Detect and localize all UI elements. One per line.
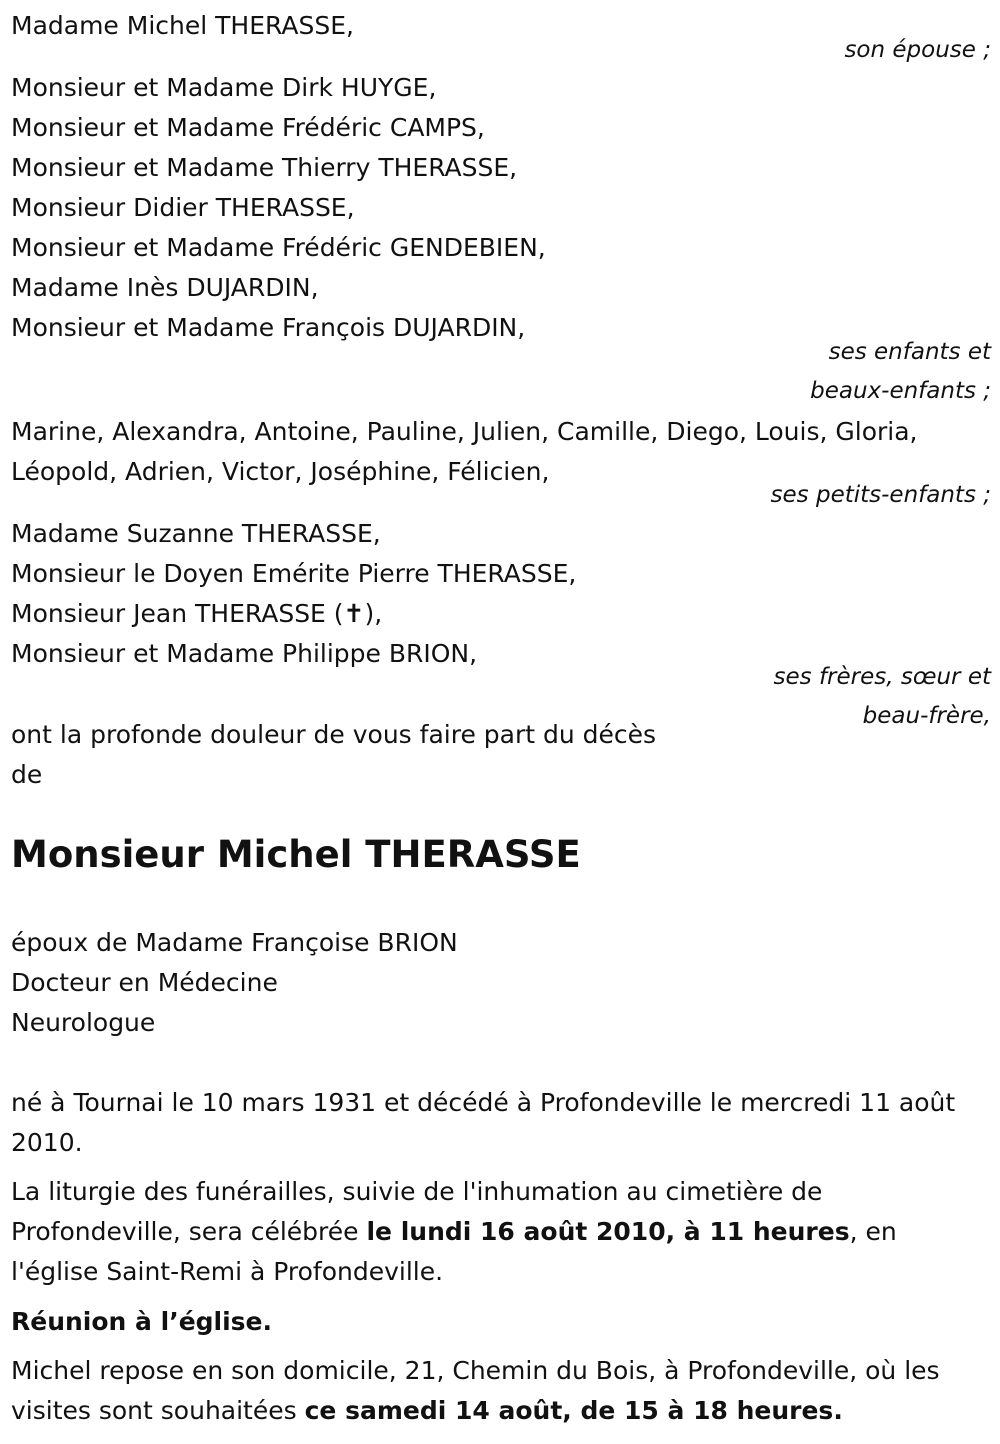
funeral-text-after: , en l'église Saint-Remi à Profondeville.: [11, 1217, 897, 1286]
list-item: Monsieur et Madame Philippe BRION,: [11, 639, 478, 668]
funeral-text-before: La liturgie des funérailles, suivie de l'inhumation au cimetière de Profondeville, sera célébrée: [11, 1177, 823, 1246]
children-list: [11, 68, 546, 348]
visits-text-before: Michel repose en son domicile, 21, Chemin du Bois, à Profondeville, où les visites sont souhaitées: [11, 1356, 940, 1425]
children-role: [810, 333, 991, 411]
list-item: Monsieur et Madame François DUJARDIN,: [11, 313, 526, 342]
announcement-line: ont la profonde douleur de vous faire part du décès: [11, 720, 657, 749]
funeral-date: le lundi 16 août 2010, à 11 heures: [366, 1217, 850, 1246]
spouse-role: son épouse ;: [844, 37, 991, 63]
list-item: Léopold, Adrien, Victor, Joséphine, Félicien,: [11, 457, 550, 486]
deceased-name: Monsieur Michel THERASSE: [11, 833, 581, 876]
announcement-line: de: [11, 760, 43, 789]
siblings-role: [774, 658, 991, 736]
list-item: Madame Inès DUJARDIN,: [11, 273, 319, 302]
role-line: beaux-enfants ;: [810, 378, 991, 404]
list-item: Monsieur Didier THERASSE,: [11, 193, 355, 222]
list-item: Monsieur et Madame Frédéric GENDEBIEN,: [11, 233, 546, 262]
list-item: Monsieur Jean THERASSE (✝),: [11, 599, 383, 628]
list-item: Monsieur et Madame Thierry THERASSE,: [11, 153, 518, 182]
spouse-name: Madame Michel THERASSE,: [11, 11, 354, 40]
detail-line: Docteur en Médecine: [11, 968, 278, 997]
announcement: [11, 715, 656, 795]
grandchildren-role: ses petits-enfants ;: [770, 482, 991, 508]
list-item: Monsieur et Madame Frédéric CAMPS,: [11, 113, 485, 142]
detail-line: Neurologue: [11, 1008, 156, 1037]
meeting-note: [11, 1302, 986, 1342]
role-line: ses enfants et: [828, 339, 991, 365]
list-item: Marine, Alexandra, Antoine, Pauline, Julien, Camille, Diego, Louis, Gloria,: [11, 417, 918, 446]
visits-text: [11, 1351, 986, 1431]
spouse-list: [11, 6, 354, 46]
detail-line: époux de Madame Françoise BRION: [11, 928, 458, 957]
birth-death-text: né à Tournai le 10 mars 1931 et décédé à Profondeville le mercredi 11 août 2010.: [11, 1088, 956, 1157]
meeting-text: Réunion à l’église.: [11, 1307, 273, 1336]
funeral-text: [11, 1172, 986, 1292]
siblings-list: [11, 514, 576, 674]
list-item: Monsieur et Madame Dirk HUYGE,: [11, 73, 437, 102]
role-line: ses frères, sœur et: [773, 664, 991, 690]
deceased-details: [11, 923, 458, 1043]
visits-date: ce samedi 14 août, de 15 à 18 heures.: [304, 1396, 843, 1425]
role-line: beau-frère,: [862, 703, 991, 729]
list-item: Monsieur le Doyen Emérite Pierre THERASSE,: [11, 559, 577, 588]
list-item: Madame Suzanne THERASSE,: [11, 519, 381, 548]
